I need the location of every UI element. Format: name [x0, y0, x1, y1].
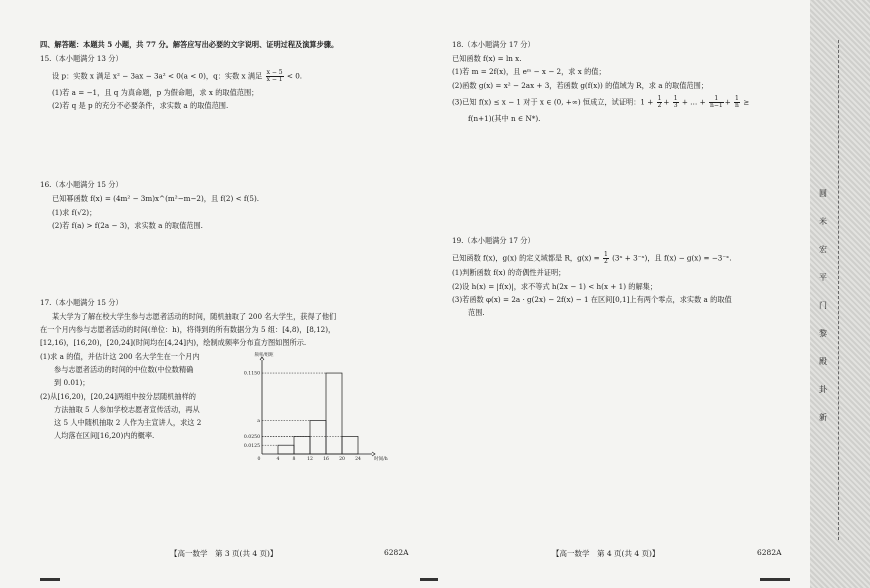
histogram-bar [310, 421, 326, 454]
y-tick-label: a [257, 419, 260, 425]
q17-title: 17.（本小题满分 15 分） [40, 298, 123, 307]
q15-part2: (2)若 q 是 p 的充分不必要条件，求实数 a 的取值范围. [52, 101, 229, 110]
q19-part3-line2: 范围. [468, 308, 485, 317]
q17-stem-line2: 在一个月内参与志愿者活动的时间(单位：h)，将得到的所有数据分为 5 组：[4,8)，[8,12)， [40, 325, 336, 334]
q16-part1: (1)求 f(√2)； [52, 208, 97, 217]
binding-char: 宏 [819, 245, 827, 254]
binding-char: 卦 [819, 385, 827, 394]
x-axis-arrow [372, 452, 375, 456]
section-header: 四、解答题：本题共 5 小题，共 77 分。解答应写出必要的文字说明、证明过程及演算步骤。 [40, 40, 339, 49]
y-axis-label: 频率/组距 [254, 353, 274, 358]
x-axis-label: 时间/h [374, 457, 388, 462]
q19-part3-line1: (3)若函数 φ(x) = 2a · g(2x) − 2f(x) − 1 在区间[0,1]上有两个零点，求实数 a 的取值 [452, 295, 732, 304]
fraction-one-over-n-minus-1: $\frac{1}{n-1}$ [709, 95, 723, 109]
x-tick-label: 4 [276, 457, 280, 462]
q17-stem-line1: 某大学为了解在校大学生参与志愿者活动的时间，随机抽取了 200 名大学生，获得了他们 [52, 312, 337, 321]
histogram-bar [278, 445, 294, 454]
histogram-bar [342, 436, 358, 454]
fraction-one-third: $\frac{1}{3}$ [673, 95, 678, 109]
q15-fraction [266, 70, 284, 83]
q17-part1-line1: (1)求 a 的值，并估计这 200 名大学生在一个月内 [40, 352, 200, 361]
q17-part2-line4: 人均落在区间[16,20)内的概率. [54, 431, 155, 440]
q16-stem: 已知幂函数 f(x) = (4m² − 3m)x^(m²−m−2)，且 f(2) < f(5). [52, 194, 260, 203]
exam-page-4 [430, 0, 810, 588]
paper-code-right: 6282A [757, 548, 782, 557]
q17-part2-line1: (2)从[16,20)，[20,24]两组中按分层随机抽样的 [40, 392, 196, 401]
binding-char: 黎 [819, 329, 827, 338]
page-footer-right: 【高一数学 第 4 页(共 4 页)】 [552, 549, 660, 558]
histogram-bar [294, 436, 310, 454]
fraction-denominator: x − 1 [266, 76, 283, 83]
binding-char: 圆 [819, 189, 827, 198]
histogram-bar [326, 373, 342, 454]
fraction-numerator: x − 5 [266, 69, 283, 76]
binding-strip-text [814, 180, 832, 432]
q15-part1: (1)若 a = −1，且 q 为真命题，p 为假命题，求 x 的取值范围； [52, 88, 259, 97]
q15-stem-text: 设 p：实数 x 满足 x² − 3ax − 3a² < 0(a < 0)，q：实数 x 满足 [52, 71, 263, 81]
q15-stem-tail: < 0. [286, 71, 303, 81]
q19-stem-text: 已知函数 f(x)，g(x) 的定义域都是 R，g(x) = [452, 253, 600, 263]
q18-title: 18.（本小题满分 17 分） [452, 40, 535, 49]
q17-part1-line2: 参与志愿者活动的时间的中位数(中位数精确 [54, 365, 194, 374]
q17-part2-line3: 这 5 人中随机抽取 2 人作为主宣讲人，求这 2 [54, 418, 202, 427]
binding-char: 新 [819, 413, 827, 422]
x-tick-label: 8 [292, 457, 296, 462]
q15-title: 15.（本小题满分 13 分） [40, 54, 123, 63]
q17-stem-line3: [12,16)，[16,20)，[20,24](时间均在[4,24]内)，绘制成频率分布直方图如图所示. [40, 338, 307, 347]
page-footer-left: 【高一数学 第 3 页(共 4 页)】 [170, 549, 278, 558]
q17-part1-line3: 到 0.01)； [54, 378, 90, 387]
x-tick-label: 20 [339, 457, 345, 462]
y-tick-label: 0.0125 [243, 443, 260, 449]
q16-title: 16.（本小题满分 15 分） [40, 180, 123, 189]
y-tick-label: 0.1150 [243, 371, 260, 377]
x-tick-label: 0 [257, 457, 261, 462]
q18-part3-tail: f(n+1)(其中 n ∈ N*). [468, 114, 541, 123]
fraction-one-half: $\frac{1}{2}$ [657, 95, 662, 109]
q19-stem-tail: (3ˣ + 3⁻ˣ)，且 f(x) − g(x) = −3⁻ˣ. [612, 253, 732, 263]
binding-dashed-line [838, 40, 840, 540]
binding-char: 平 [819, 273, 827, 282]
q18-part3: (3)已知 f(x) ≤ x − 1 对于 x ∈ (0, +∞) 恒成立，试证明：1 + $\frac{1}{2}$ + $\frac{1}{3}$ + … + $\frac{1}{n-1}$ + $\frac{1}{n}$ ≥ [452, 95, 750, 109]
fraction-one-half: $\frac{1}{2}$ [603, 251, 608, 265]
frequency-histogram [236, 352, 388, 462]
y-tick-label: 0.0250 [243, 435, 260, 440]
q18-part1: (1)若 m = 2f(x)，且 eᵐ − x − 2，求 x 的值； [452, 67, 606, 76]
q19-part1: (1)判断函数 f(x) 的奇偶性并证明； [452, 268, 566, 277]
x-tick-label: 12 [307, 457, 313, 462]
fraction-one-over-n: $\frac{1}{n}$ [735, 95, 739, 109]
q18-part3-text: (3)已知 f(x) ≤ x − 1 对于 x ∈ (0, +∞) 恒成立，试证明：1 + [452, 97, 654, 107]
x-tick-label: 16 [323, 457, 329, 462]
q18-stem: 已知函数 f(x) = ln x. [452, 54, 522, 63]
q18-part3-geq: ≥ [743, 97, 750, 107]
exam-page-3 [0, 0, 430, 588]
binding-char: 米 [819, 217, 827, 226]
binding-margin-strip [810, 0, 870, 588]
q19-title: 19.（本小题满分 17 分） [452, 236, 535, 245]
scan-artifact [760, 578, 790, 581]
q18-part3-ellipsis: + … + [681, 97, 706, 107]
q15-stem [52, 70, 302, 83]
q19-stem [452, 252, 731, 265]
q18-part2: (2)函数 g(x) = x² − 2ax + 3，若函数 g(f(x)) 的值域为 R，求 a 的取值范围； [452, 81, 708, 90]
scan-artifact [420, 578, 438, 581]
binding-char: 门 [819, 301, 827, 310]
paper-code-left: 6282A [384, 548, 409, 557]
q16-part2: (2)若 f(a) > f(2a − 3)，求实数 a 的取值范围. [52, 221, 203, 230]
q19-part2: (2)设 h(x) = |f(x)|，求不等式 h(2x − 1) < h(x + 1) 的解集； [452, 282, 658, 291]
scan-artifact [40, 578, 60, 581]
q17-part2-line2: 方法抽取 5 人参加学校志愿者宣传活动，再从 [54, 405, 200, 414]
x-tick-label: 24 [355, 457, 361, 462]
binding-char: 殿 [819, 357, 827, 366]
